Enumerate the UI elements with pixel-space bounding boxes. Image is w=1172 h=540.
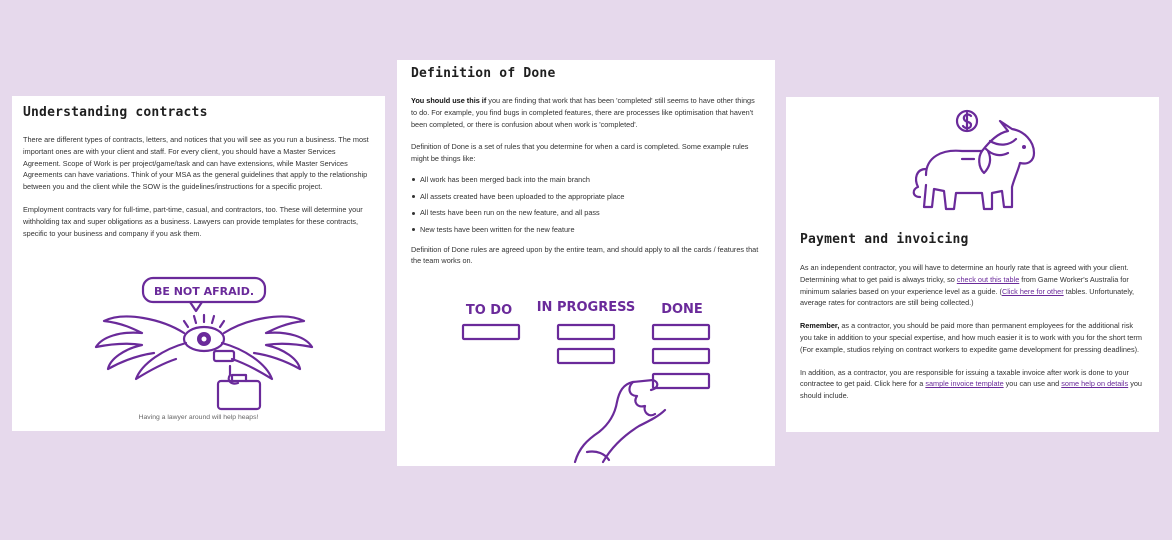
contracts-caption: Having a lawyer around will help heaps! — [138, 414, 259, 421]
contracts-title: Understanding contracts — [23, 105, 208, 120]
kanban-board-illustration — [397, 292, 775, 472]
payment-p2-bold: Remember, — [800, 321, 840, 331]
bubble-text: BE NOT AFRAID. — [153, 285, 255, 298]
done-paragraph-2: Definition of Done is a set of rules that you determine for when a card is completed. Some example rules might be things like: — [411, 142, 749, 164]
payment-title: Payment and invoicing — [800, 232, 969, 247]
done-paragraph-1-text: you are finding that work that has been 'completed' still seems to have other things to do. For example, you find bugs in completed features, there are processes like optimisation that haven't been completed, or there is confusion about when work is 'completed'. — [411, 96, 755, 129]
done-paragraph-1 — [411, 95, 761, 130]
payment-body — [800, 262, 1145, 402]
definition-of-done-card — [397, 60, 775, 466]
payment-paragraph-1 — [800, 262, 1145, 309]
done-paragraph-3: Definition of Done rules are agreed upon by the entire team, and should apply to all the cards / features that the team works on. — [411, 244, 759, 266]
list-item: All assets created have been uploaded to the appropriate place — [411, 191, 761, 203]
board-column-progress: IN PROGRESS — [536, 300, 636, 315]
payment-p1-text-a: As an independent contractor, you will have to determine an hourly rate that is agreed with your client. Determining what to get paid is always tricky, so — [800, 263, 1129, 284]
payment-p3-text-c: you should include. — [800, 379, 1142, 401]
payment-paragraph-2 — [800, 320, 1145, 355]
angel-lawyer-illustration — [12, 271, 385, 421]
done-paragraph-1-bold: You should use this if — [411, 96, 487, 105]
contracts-paragraph-2: Employment contracts vary for full-time, part-time, casual, and contractors, too. These will determine your withholding tax and super obligations as a business. Lawyers can provide templates for these contracts, specific to your business and company if you ask them. — [23, 204, 363, 238]
list-item: New tests have been written for the new feature — [411, 224, 761, 236]
salary-table-link[interactable]: check out this table — [956, 274, 1020, 284]
contracts-card — [12, 96, 385, 431]
unicorn-piggy-bank-illustration — [786, 105, 1159, 225]
payment-p2-text: as a contractor, you should be paid more than permanent employees for the additional risk you take in addition to your special expertise, and how much easier it is to work with you for the short term (For example, studios relying on contract workers to expedite game development for pressing deadlines). — [800, 321, 1142, 354]
board-column-todo: TO DO — [465, 303, 513, 318]
payment-p1-text-c: tables. Unfortunately, average rates for contractors are still being collected.) — [800, 286, 1135, 308]
payment-p3-text-a: In addition, as a contractor, you are responsible for issuing a taxable invoice after work is done to your contractee to get paid. Click here for a — [800, 367, 1129, 389]
done-title: Definition of Done — [411, 66, 556, 81]
other-tables-link[interactable]: Click here for other — [1001, 286, 1064, 296]
invoice-details-help-link[interactable]: some help on details — [1061, 379, 1129, 389]
payment-p1-text-b: from Game Worker's Australia for minimum salaries based on your experience level as a guide. ( — [800, 274, 1129, 296]
payment-p3-text-b: you can use and — [1003, 379, 1062, 389]
list-item: All work has been merged back into the main branch — [411, 174, 761, 186]
invoice-template-link[interactable]: sample invoice template — [925, 379, 1004, 389]
contracts-paragraph-1: There are different types of contracts, letters, and notices that you will see as you run a business. The most important ones are with your client and staff. For every client, you should have a Master Services Agreement. Scope of Work is per project/game/task and can have extensions, while Master Services Agreements can have variations. Think of your MSA as the general guidelines that apply to the relationship between you and the client while the SOW is the guidelines/instructions for a specific project. — [23, 135, 369, 192]
list-item: All tests have been run on the new feature, and all pass — [411, 207, 761, 219]
payment-card — [786, 97, 1159, 432]
payment-paragraph-3 — [800, 367, 1145, 402]
board-column-done: DONE — [661, 302, 703, 317]
done-rules-list — [411, 174, 761, 236]
